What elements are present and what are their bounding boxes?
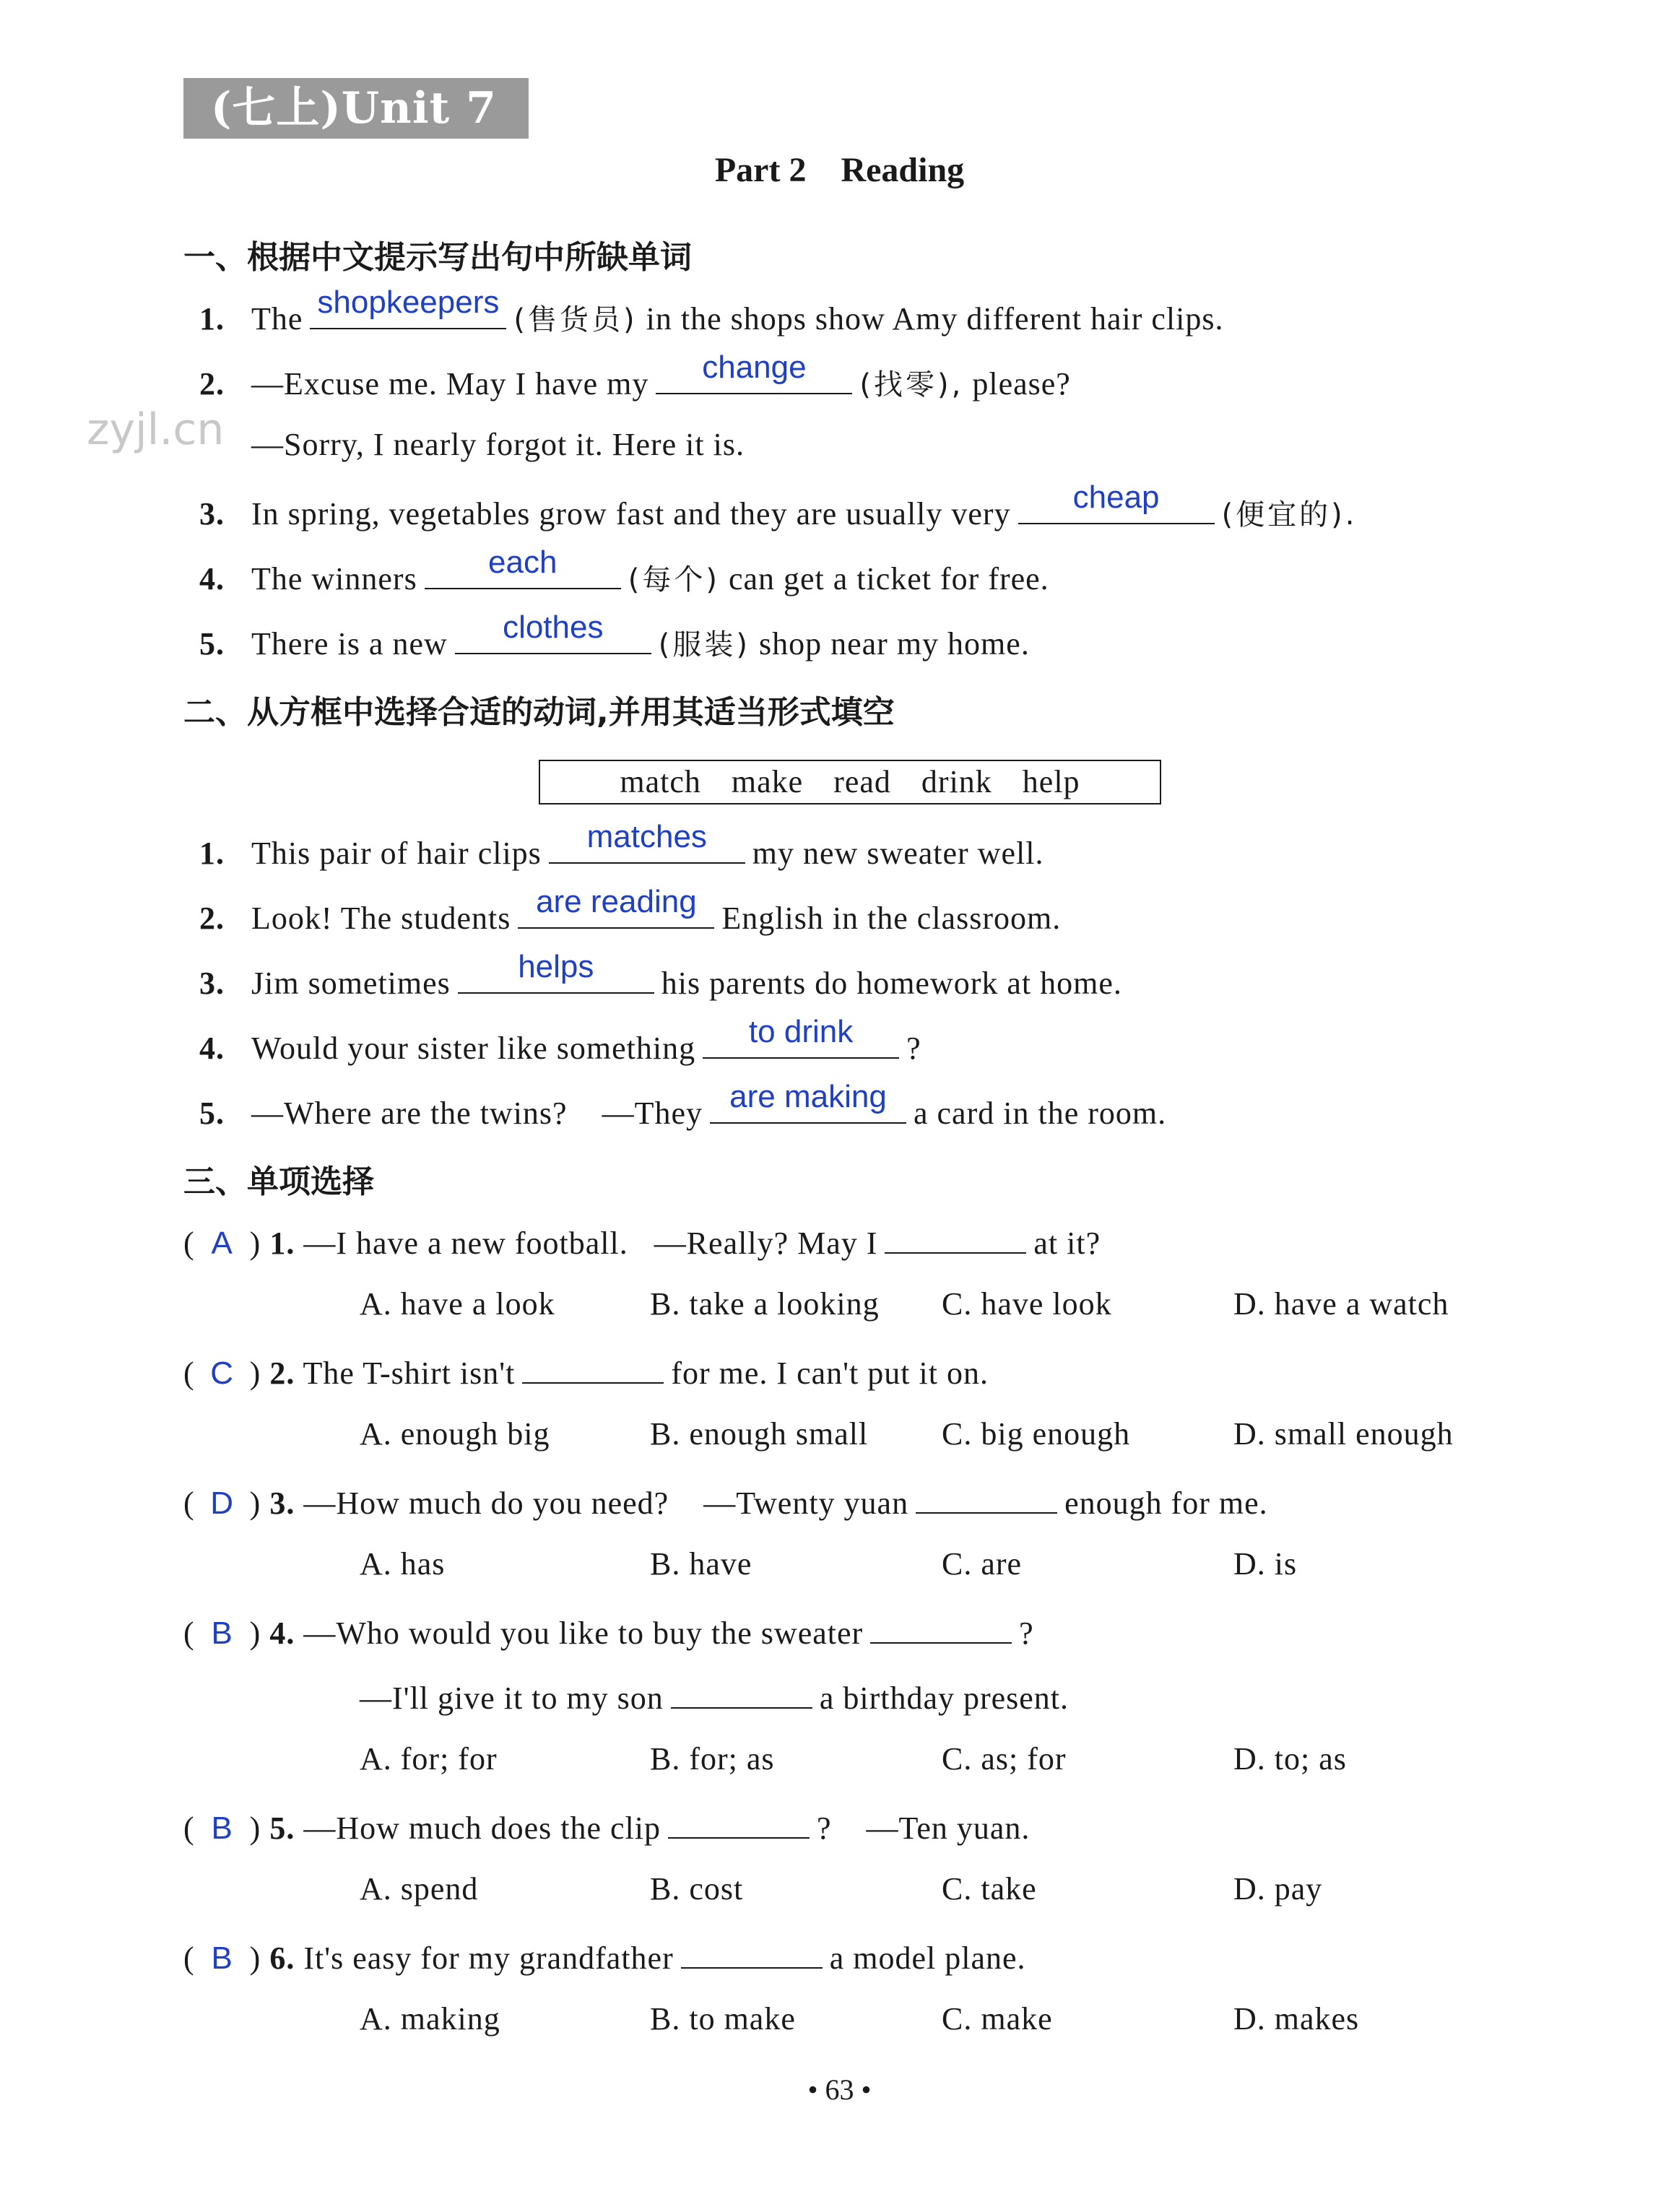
mc-stem-post: at it? <box>1033 1226 1101 1261</box>
option-b[interactable]: B. cost <box>650 1871 744 1907</box>
s2-item-pre: Would your sister like something <box>251 1031 696 1066</box>
paren-close: ) <box>249 1810 261 1846</box>
mc-stem: —I have a new football. —Really? May I <box>303 1226 878 1261</box>
mc-stem: The T-shirt isn't <box>303 1356 516 1391</box>
option-c[interactable]: C. have look <box>942 1286 1112 1322</box>
option-d[interactable]: D. small enough <box>1233 1416 1454 1452</box>
answer-blank[interactable] <box>549 819 745 864</box>
s1-item-num: 2. <box>199 366 225 402</box>
answer-text: shopkeepers <box>317 285 500 320</box>
answer-text: matches <box>586 819 707 854</box>
answer-blank[interactable] <box>885 1220 1026 1254</box>
option-c[interactable]: C. take <box>942 1871 1037 1907</box>
answer-blank[interactable] <box>425 545 621 589</box>
mc-num: 1. <box>269 1226 295 1261</box>
mc-stem2: —I'll give it to my son <box>360 1680 664 1716</box>
mc-question-4 <box>183 1610 1034 1652</box>
part-title: Part 2 Reading <box>714 151 965 189</box>
answer-blank[interactable] <box>681 1935 823 1969</box>
s1-item-2-reply <box>251 426 745 463</box>
choice-answer[interactable]: A <box>211 1226 233 1261</box>
mc-question-3 <box>183 1480 1268 1522</box>
s2-item-num: 2. <box>199 901 225 936</box>
cn-hint: (找零), <box>859 368 964 402</box>
s1-item-post: in the shops show Amy different hair clips. <box>646 301 1224 337</box>
option-a[interactable]: A. making <box>360 2001 500 2037</box>
paren-open: ( <box>183 1940 195 1976</box>
answer-blank[interactable] <box>522 1350 664 1384</box>
option-b[interactable]: B. enough small <box>650 1416 869 1452</box>
choice-answer[interactable]: D <box>210 1485 235 1521</box>
mc-question-1 <box>183 1220 1101 1262</box>
option-b[interactable]: B. have <box>650 1546 752 1582</box>
option-c[interactable]: C. make <box>942 2001 1053 2037</box>
option-b[interactable]: B. to make <box>650 2001 796 2037</box>
paren-open: ( <box>183 1356 195 1391</box>
s2-item-num: 4. <box>199 1031 225 1066</box>
watermark: zyjl.cn <box>87 404 225 455</box>
answer-text: cheap <box>1072 480 1160 515</box>
s2-item-2 <box>199 884 1062 937</box>
section2-heading: 二、从方框中选择合适的动词,并用其适当形式填空 <box>183 694 895 731</box>
cn-hint: (服装) <box>658 628 750 662</box>
option-d[interactable]: D. is <box>1233 1546 1298 1582</box>
paren-close: ) <box>249 1485 261 1521</box>
s1-item-post: please? <box>972 366 1071 402</box>
paren-open: ( <box>183 1226 195 1261</box>
choice-answer[interactable]: B <box>211 1940 233 1976</box>
mc-num: 3. <box>269 1485 295 1521</box>
s2-item-post: his parents do homework at home. <box>661 966 1122 1001</box>
option-d[interactable]: D. pay <box>1233 1871 1323 1907</box>
unit-tag: (七上)Unit 7 <box>183 78 529 139</box>
answer-blank[interactable] <box>518 884 714 929</box>
s1-item-num: 4. <box>199 561 225 597</box>
answer-text: change <box>702 350 807 385</box>
mc-num: 6. <box>269 1940 295 1976</box>
answer-blank[interactable] <box>671 1675 812 1709</box>
answer-text: are reading <box>536 884 697 919</box>
choice-answer[interactable]: B <box>211 1615 233 1651</box>
option-a[interactable]: A. for; for <box>360 1741 498 1777</box>
paren-close: ) <box>249 1940 261 1976</box>
s2-item-post: English in the classroom. <box>721 901 1062 936</box>
option-a[interactable]: A. spend <box>360 1871 479 1907</box>
answer-blank[interactable] <box>1018 480 1215 524</box>
s1-item-num: 5. <box>199 626 225 662</box>
s1-item-5 <box>199 610 1030 663</box>
answer-blank[interactable] <box>703 1014 899 1059</box>
option-b[interactable]: B. for; as <box>650 1741 775 1777</box>
answer-blank[interactable] <box>668 1805 810 1839</box>
option-c[interactable]: C. big enough <box>942 1416 1131 1452</box>
s2-item-1 <box>199 819 1044 872</box>
s1-item-4 <box>199 545 1049 598</box>
s1-item-num: 3. <box>199 496 225 532</box>
s1-item-2 <box>199 350 1071 403</box>
s1-item-num: 1. <box>199 301 225 337</box>
answer-text: each <box>488 545 558 580</box>
choice-answer[interactable]: B <box>211 1810 233 1846</box>
paren-close: ) <box>249 1356 261 1391</box>
mc-question-5 <box>183 1805 1030 1847</box>
answer-text: helps <box>518 949 594 984</box>
s1-item-pre: The winners <box>251 561 417 597</box>
s2-item-post: ? <box>906 1031 921 1066</box>
mc-question-6 <box>183 1935 1026 1977</box>
option-a[interactable]: A. have a look <box>360 1286 555 1322</box>
s1-item-post: can get a ticket for free. <box>728 561 1049 597</box>
s1-item-3 <box>199 480 1358 533</box>
s2-item-pre: Jim sometimes <box>251 966 451 1001</box>
s2-item-4 <box>199 1014 921 1067</box>
page-number: • 63 • <box>807 2073 872 2106</box>
choice-answer[interactable]: C <box>210 1356 235 1391</box>
mc-question-2 <box>183 1350 989 1392</box>
s1-item-pre: There is a new <box>251 626 448 662</box>
s2-item-num: 3. <box>199 966 225 1001</box>
paren-open: ( <box>183 1485 195 1521</box>
cn-hint: (便宜的). <box>1221 498 1358 532</box>
s1-item-pre: The <box>251 301 303 337</box>
mc-stem-post: enough for me. <box>1064 1485 1268 1521</box>
section3-heading: 三、单项选择 <box>183 1163 374 1200</box>
answer-text: to drink <box>748 1014 854 1049</box>
mc-num: 4. <box>269 1615 295 1651</box>
mc-stem-post: for me. I can't put it on. <box>671 1356 989 1391</box>
paren-close: ) <box>249 1615 261 1651</box>
s2-item-3 <box>199 949 1122 1002</box>
cn-hint: (每个) <box>628 563 720 597</box>
mc-stem-post: a model plane. <box>829 1940 1026 1976</box>
option-b[interactable]: B. take a looking <box>650 1286 880 1322</box>
answer-blank[interactable] <box>870 1610 1012 1644</box>
s2-item-pre: Look! The students <box>251 901 511 936</box>
s2-item-pre: —Where are the twins? —They <box>251 1096 703 1131</box>
option-d[interactable]: D. makes <box>1233 2001 1360 2037</box>
option-c[interactable]: C. as; for <box>942 1741 1067 1777</box>
s2-item-post: a card in the room. <box>914 1096 1167 1131</box>
mc-stem-post: ? —Ten yuan. <box>817 1810 1031 1846</box>
answer-blank[interactable] <box>455 610 651 654</box>
option-d[interactable]: D. have a watch <box>1233 1286 1449 1322</box>
section1-heading: 一、根据中文提示写出句中所缺单词 <box>183 239 692 276</box>
s2-item-num: 1. <box>199 836 225 871</box>
option-a[interactable]: A. has <box>360 1546 446 1582</box>
mc-num: 2. <box>269 1356 295 1391</box>
s2-item-pre: This pair of hair clips <box>251 836 542 871</box>
option-a[interactable]: A. enough big <box>360 1416 550 1452</box>
mc-stem: —How much does the clip <box>303 1810 661 1846</box>
s2-item-5 <box>199 1079 1167 1132</box>
mc-num: 5. <box>269 1810 295 1846</box>
paren-close: ) <box>249 1226 261 1261</box>
mc-stem: It's easy for my grandfather <box>303 1940 674 1976</box>
paren-open: ( <box>183 1810 195 1846</box>
cn-hint: (售货员) <box>513 303 638 337</box>
word-box: match make read drink help <box>539 760 1161 804</box>
option-d[interactable]: D. to; as <box>1233 1741 1347 1777</box>
answer-text: are making <box>729 1079 887 1114</box>
answer-blank[interactable] <box>310 285 506 329</box>
s1-item-pre: —Excuse me. May I have my <box>251 366 649 402</box>
s1-item-pre: In spring, vegetables grow fast and they are usually very <box>251 496 1011 532</box>
answer-blank[interactable] <box>916 1480 1057 1514</box>
answer-text: clothes <box>503 610 604 645</box>
option-c[interactable]: C. are <box>942 1546 1023 1582</box>
mc-question-4-line2 <box>360 1675 1069 1717</box>
s1-reply-text: —Sorry, I nearly forgot it. Here it is. <box>251 427 745 462</box>
paren-open: ( <box>183 1615 195 1651</box>
s1-item-post: shop near my home. <box>759 626 1030 662</box>
mc-stem-post: ? <box>1019 1615 1034 1651</box>
s2-item-post: my new sweater well. <box>752 836 1044 871</box>
mc-stem: —How much do you need? —Twenty yuan <box>303 1485 909 1521</box>
answer-blank[interactable] <box>710 1079 906 1124</box>
s1-item-1 <box>199 285 1224 338</box>
answer-blank[interactable] <box>458 949 654 994</box>
mc-stem: —Who would you like to buy the sweater <box>303 1615 864 1651</box>
s2-item-num: 5. <box>199 1096 225 1131</box>
answer-blank[interactable] <box>656 350 852 394</box>
mc-stem2-post: a birthday present. <box>819 1680 1070 1716</box>
